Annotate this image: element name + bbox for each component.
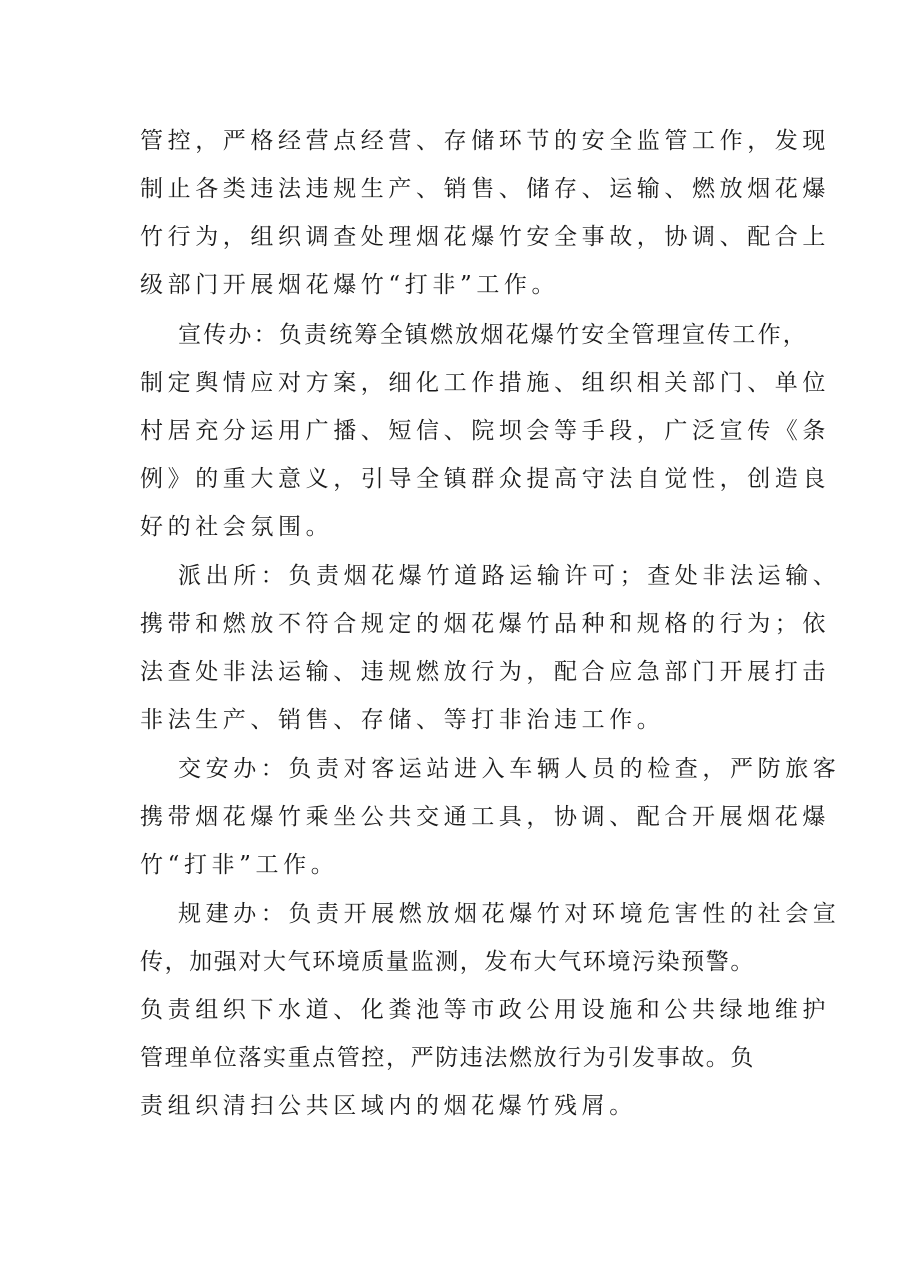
text-line: 携带烟花爆竹乘坐公共交通工具，协调、配合开展烟花爆: [140, 804, 830, 830]
text-line: 传，加强对大气环境质量监测，发布大气环境污染预警。: [140, 949, 755, 975]
text-line: 竹“打非”工作。: [140, 852, 339, 878]
text-line: 竹行为，组织调查处理烟花爆竹安全事故，协调、配合上: [140, 224, 830, 250]
text-line: 管控，严格经营点经营、存储环节的安全监管工作，发现: [140, 128, 830, 154]
text-line: 法查处非法运输、违规燃放行为，配合应急部门开展打击: [140, 659, 830, 685]
text-line: 级部门开展烟花爆竹“打非”工作。: [140, 272, 560, 298]
text-line: 好的社会氛围。: [140, 514, 334, 540]
text-line: 携带和燃放不符合规定的烟花爆竹品种和规格的行为；依: [140, 611, 830, 637]
paragraph-police-station-first-line: 派出所：负责烟花爆竹道路运输许可；查处非法运输、: [178, 563, 841, 589]
paragraph-traffic-safety-office-first-line: 交安办：负责对客运站进入车辆人员的检查，严防旅客: [178, 756, 841, 782]
text-line: 村居充分运用广播、短信、院坝会等手段，广泛宣传《条: [140, 418, 830, 444]
text-line: 负责组织下水道、化粪池等市政公用设施和公共绿地维护: [140, 997, 830, 1023]
text-line: 例》的重大意义，引导全镇群众提高守法自觉性，创造良: [140, 466, 830, 492]
text-line: 责组织清扫公共区域内的烟花爆竹残屑。: [140, 1093, 637, 1119]
text-line: 制定舆情应对方案，细化工作措施、组织相关部门、单位: [140, 370, 830, 396]
text-line: 非法生产、销售、存储、等打非治违工作。: [140, 707, 665, 733]
text-line: 制止各类违法违规生产、销售、储存、运输、燃放烟花爆: [140, 176, 830, 202]
paragraph-planning-construction-office-first-line: 规建办：负责开展燃放烟花爆竹对环境危害性的社会宣: [178, 901, 841, 927]
text-line: 管理单位落实重点管控，严防违法燃放行为引发事故。负: [140, 1045, 755, 1071]
paragraph-propaganda-office-first-line: 宣传办：负责统筹全镇燃放烟花爆竹安全管理宣传工作，: [178, 322, 808, 348]
